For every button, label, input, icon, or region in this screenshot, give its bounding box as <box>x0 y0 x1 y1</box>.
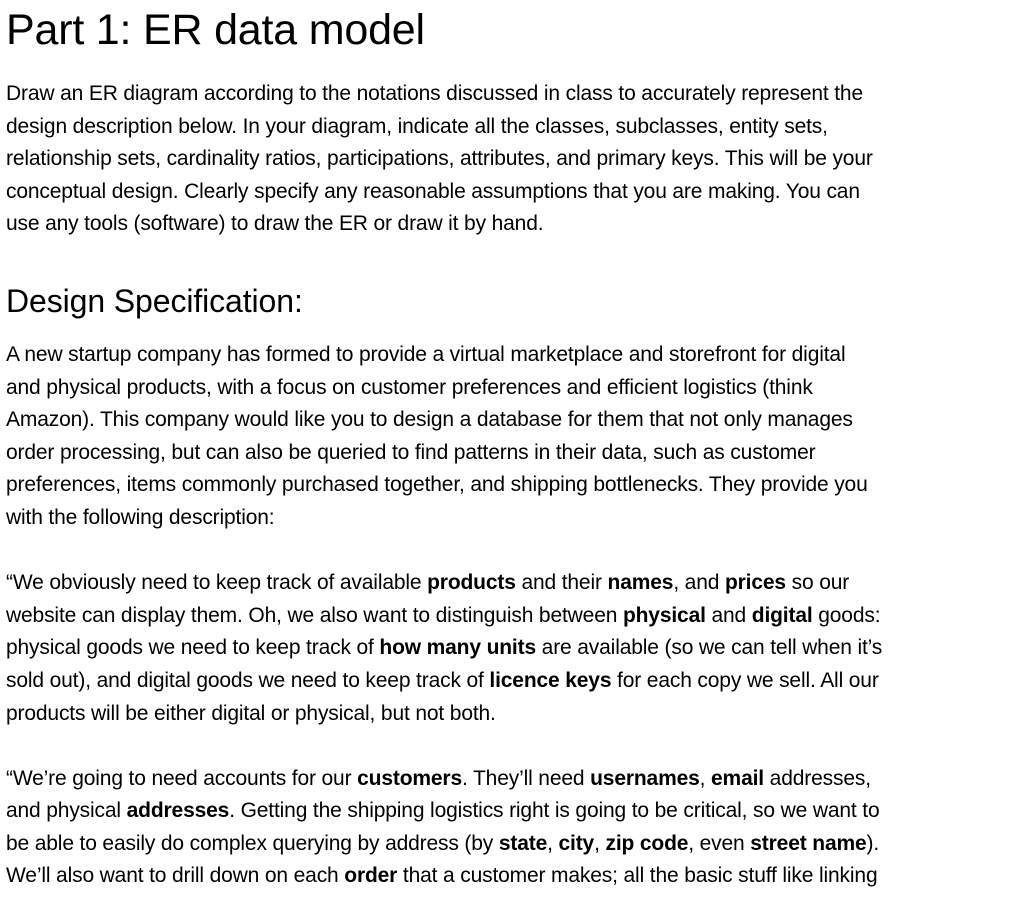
text-run: physical goods we need to keep track of <box>6 636 380 660</box>
text-run: be able to easily do complex querying by address (by <box>6 831 499 855</box>
key-term: addresses <box>126 799 230 823</box>
text-line <box>6 860 1022 893</box>
text-line <box>6 600 1022 633</box>
text-run: We’ll also want to drill down on each <box>6 864 345 888</box>
key-term: digital <box>751 603 813 627</box>
text-run: and physical <box>6 799 127 823</box>
text-run: . Getting the shipping logistics right is going to be critical, so we want to <box>229 799 880 823</box>
key-term: names <box>607 571 674 595</box>
text-line: A new startup company has formed to provide a virtual marketplace and storefront for digital <box>6 342 846 366</box>
document-page <box>6 0 1022 893</box>
text-line <box>6 665 1022 698</box>
text-run: . They’ll need <box>462 766 591 790</box>
text-line <box>6 632 1022 665</box>
key-term: city <box>558 831 595 855</box>
key-term: how many units <box>379 636 536 660</box>
text-line: and physical products, with a focus on customer preferences and efficient logistics (think <box>6 375 813 399</box>
text-line: relationship sets, cardinality ratios, participations, attributes, and primary keys. This will be your <box>6 147 873 171</box>
text-run: goods: <box>812 603 881 627</box>
key-term: usernames <box>590 766 700 790</box>
text-run: “We’re going to need accounts for our <box>6 766 358 790</box>
key-term: licence keys <box>489 668 612 692</box>
text-line: design description below. In your diagram, indicate all the classes, subclasses, entity sets, <box>6 114 828 138</box>
text-run: , <box>594 831 606 855</box>
key-term: zip code <box>605 831 689 855</box>
text-line: Amazon). This company would like you to design a database for them that not only manages <box>6 408 853 432</box>
text-line: preferences, items commonly purchased together, and shipping bottlenecks. They provide you <box>6 473 868 497</box>
text-line <box>6 795 1022 828</box>
text-run: addresses, <box>763 766 871 790</box>
page-title: Part 1: ER data model <box>6 6 425 54</box>
text-line: conceptual design. Clearly specify any reasonable assumptions that you are making. You can <box>6 179 860 203</box>
key-term: customers <box>357 766 462 790</box>
key-term: prices <box>724 571 786 595</box>
text-run: ). <box>866 831 880 855</box>
text-run: , <box>547 831 559 855</box>
company-description-paragraph <box>6 339 1022 535</box>
text-run: , even <box>688 831 751 855</box>
text-run: “We obviously need to keep track of available <box>6 571 428 595</box>
key-term: email <box>711 766 764 790</box>
text-run: that a customer makes; all the basic stuff like linking <box>397 864 878 888</box>
text-run: , <box>699 766 712 790</box>
key-term: street name <box>750 831 867 855</box>
instructions-paragraph <box>6 78 1022 241</box>
text-line: Draw an ER diagram according to the notations discussed in class to accurately represent the <box>6 82 863 105</box>
key-term: order <box>344 864 398 888</box>
section-heading: Design Specification: <box>6 282 303 319</box>
key-term: state <box>498 831 548 855</box>
text-run: products will be either digital or physical, but not both. <box>6 701 496 725</box>
text-run: for each copy we sell. All our <box>611 668 879 692</box>
text-line <box>6 698 1022 731</box>
text-line <box>6 763 1022 796</box>
key-term: products <box>427 571 516 595</box>
customers-requirements-paragraph <box>6 763 1022 893</box>
products-requirements-paragraph <box>6 567 1022 730</box>
text-line: use any tools (software) to draw the ER or draw it by hand. <box>6 212 544 236</box>
key-term: physical <box>622 603 706 627</box>
text-run: and <box>705 603 752 627</box>
text-run: , and <box>673 571 725 595</box>
text-line <box>6 828 1022 861</box>
text-run: are available (so we can tell when it’s <box>536 636 883 660</box>
text-line <box>6 567 1022 600</box>
text-run: so our <box>785 571 850 595</box>
text-line: order processing, but can also be queried to find patterns in their data, such as customer <box>6 440 816 464</box>
text-run: and their <box>515 571 608 595</box>
text-run: sold out), and digital goods we need to keep track of <box>6 668 490 692</box>
text-run: website can display them. Oh, we also want to distinguish between <box>6 603 623 627</box>
text-line: with the following description: <box>6 505 275 529</box>
